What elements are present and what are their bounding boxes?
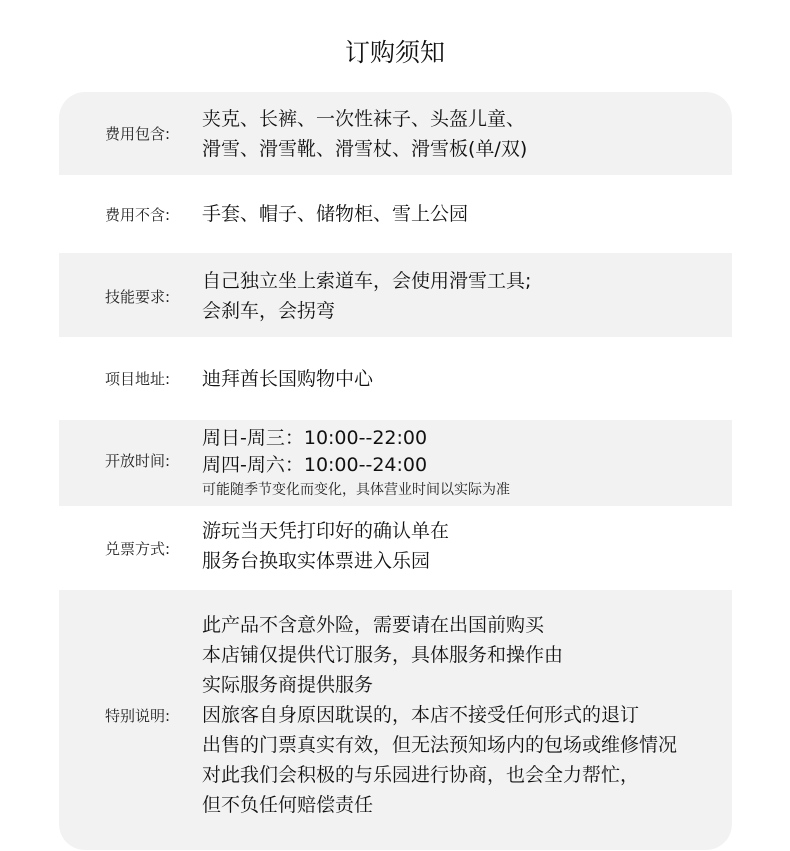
hours-note: 可能随季节变化而变化，具体营业时间以实际为准 bbox=[202, 482, 510, 498]
content-line: 实际服务商提供服务 bbox=[202, 674, 374, 696]
content-line: 滑雪、滑雪靴、滑雪杖、滑雪板(单/双) bbox=[202, 138, 528, 160]
section-content bbox=[202, 199, 468, 229]
content-line: 服务台换取实体票进入乐园 bbox=[202, 550, 431, 572]
section-label: 费用包含: bbox=[105, 125, 171, 143]
booking-notice-card bbox=[59, 92, 732, 850]
section-content bbox=[202, 425, 510, 501]
section-skill-requirements bbox=[59, 253, 732, 337]
content-line: 夹克、长裤、一次性袜子、头盔儿童、 bbox=[202, 108, 526, 130]
content-line: 会刹车，会拐弯 bbox=[202, 300, 336, 322]
section-content bbox=[202, 104, 527, 164]
section-fee-excluded bbox=[59, 175, 732, 253]
content-line: 周四-周六：10:00--24:00 bbox=[202, 454, 428, 476]
section-label: 技能要求: bbox=[105, 288, 171, 306]
content-line: 自己独立坐上索道车，会使用滑雪工具; bbox=[202, 270, 532, 292]
section-label: 费用不含: bbox=[105, 206, 171, 224]
content-line: 游玩当天凭打印好的确认单在 bbox=[202, 520, 450, 542]
content-line: 手套、帽子、储物柜、雪上公园 bbox=[202, 203, 469, 225]
section-opening-hours bbox=[59, 420, 732, 506]
content-line: 此产品不含意外险，需要请在出国前购买 bbox=[202, 614, 545, 636]
content-line: 对此我们会积极的与乐园进行协商，也会全力帮忙， bbox=[202, 764, 640, 786]
section-fee-included bbox=[59, 92, 732, 175]
content-line: 但不负任何赔偿责任 bbox=[202, 794, 374, 816]
section-project-address bbox=[59, 337, 732, 420]
section-content bbox=[202, 266, 531, 326]
section-content bbox=[202, 610, 677, 820]
section-label: 特别说明: bbox=[105, 707, 171, 725]
section-content bbox=[202, 516, 449, 576]
content-line: 出售的门票真实有效，但无法预知场内的包场或维修情况 bbox=[202, 734, 678, 756]
content-line: 因旅客自身原因耽误的，本店不接受任何形式的退订 bbox=[202, 704, 640, 726]
section-label: 项目地址: bbox=[105, 370, 171, 388]
section-label: 开放时间: bbox=[105, 452, 171, 470]
section-special-notes bbox=[59, 590, 732, 850]
section-content bbox=[202, 364, 373, 394]
section-ticket-redemption bbox=[59, 506, 732, 590]
page-title: 订购须知 bbox=[344, 38, 445, 67]
section-label: 兑票方式: bbox=[105, 540, 171, 558]
content-line: 迪拜酋长国购物中心 bbox=[202, 368, 374, 390]
content-line: 本店铺仅提供代订服务，具体服务和操作由 bbox=[202, 644, 564, 666]
content-line: 周日-周三：10:00--22:00 bbox=[202, 427, 428, 449]
